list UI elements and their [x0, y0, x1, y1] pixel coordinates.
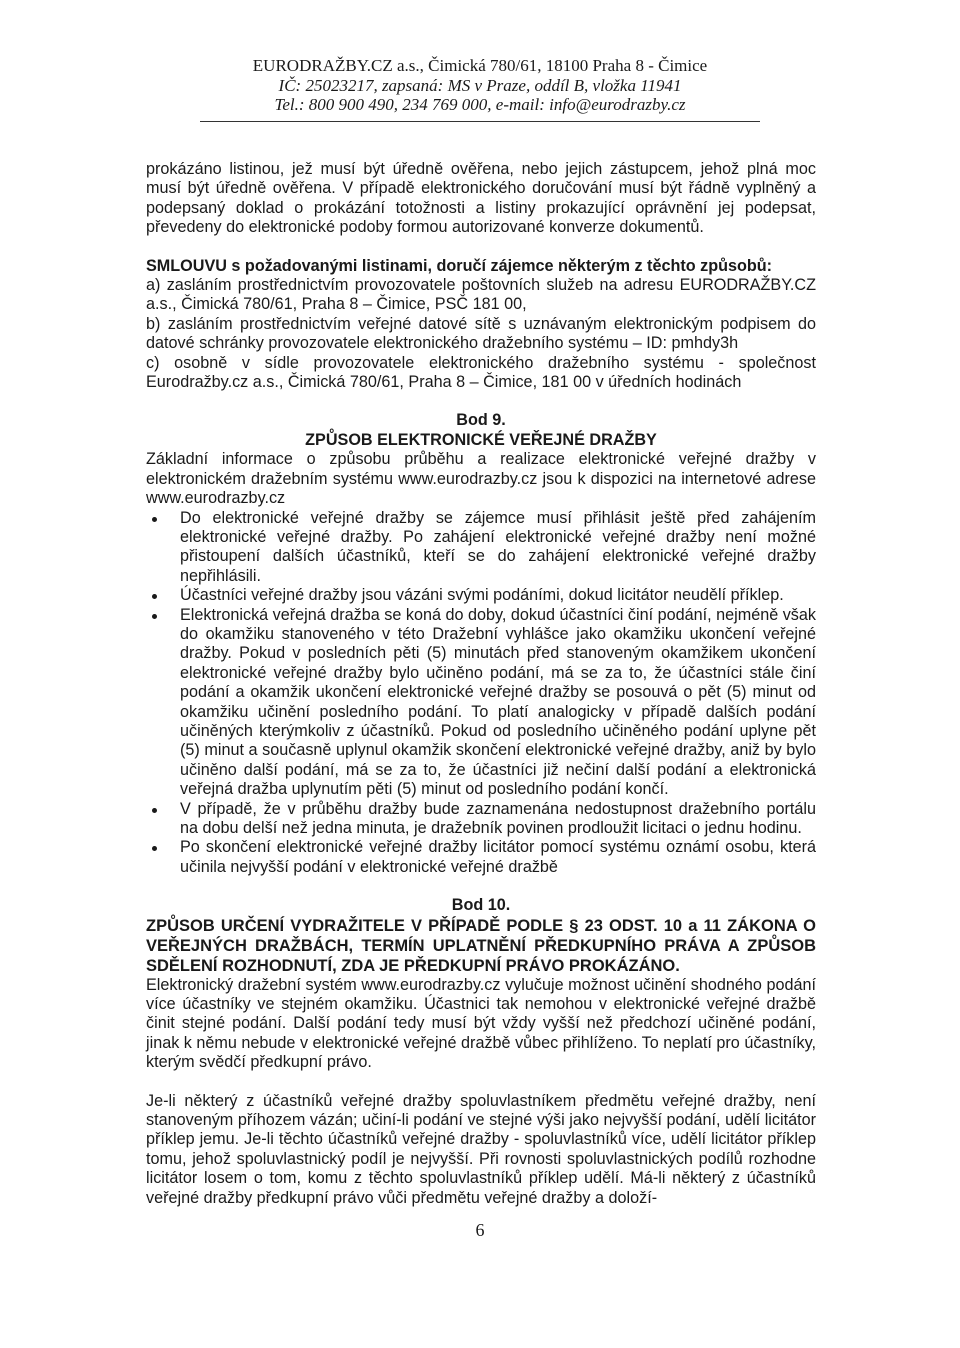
section9-intro: Základní informace o způsobu průběhu a realizace elektronické veřejné dražby v elektronickém dražebním systému www.eurodrazby.cz jsou k dispozici na internetové adrese www.eurodrazby.cz: [146, 450, 816, 508]
bullet-icon: [152, 594, 157, 599]
section10-title: ZPŮSOB URČENÍ VYDRAŽITELE V PŘÍPADĚ PODLE § 23 ODST. 10 a 11 ZÁKONA O VEŘEJNÝCH DRAŽBÁCH, TERMÍN UPLATNĚNÍ PŘEDKUPNÍHO PRÁVA A ZPŮSOB SDĚLENÍ ROZHODNUTÍ, ZDA JE PŘEDKUPNÍ PRÁVO PROKÁZÁNO.: [146, 916, 816, 975]
bullet-icon: [152, 808, 157, 813]
letterhead: [150, 56, 810, 122]
section10-number: Bod 10.: [451, 896, 511, 915]
list-item: Účastníci veřejné dražby jsou vázáni svými podáními, dokud licitátor neudělí příklep.: [146, 586, 816, 605]
delivery-heading: SMLOUVU s požadovanými listinami, doručí zájemce některým z těchto způsobů:: [146, 256, 773, 275]
company-name-address: EURODRAŽBY.CZ a.s., Čimická 780/61, 18100 Praha 8 - Čimice: [252, 56, 708, 75]
delivery-option-c: c) osobně v sídle provozovatele elektronického dražebního systému - společnost Eurodražby.cz a.s., Čimická 780/61, Praha 8 – Čimice, 181 00 v úředních hodinách: [146, 353, 816, 392]
bullet-icon: [152, 614, 157, 619]
delivery-option-a: a) zasláním prostřednictvím provozovatele poštovních služeb na adresu EURODRAŽBY.CZ a.s., Čimická 780/61, Praha 8 – Čimice, PSČ 181 00,: [146, 276, 816, 314]
delivery-option-b: b) zasláním prostřednictvím veřejné datové sítě s uznávaným elektronickým podpisem do datové schránky provozovatele elektronického dražebního systému – ID: pmhdy3h: [146, 314, 816, 353]
section9-number: Bod 9.: [456, 411, 506, 430]
list-item: V případě, že v průběhu dražby bude zaznamenána nedostupnost dražebního portálu na dobu delší než jedna minuta, je dražebník povinen prodloužit licitaci o jednu hodinu.: [146, 800, 816, 839]
list-item: Po skončení elektronické veřejné dražby licitátor pomocí systému oznámí osobu, která učinila nejvyšší podání v elektronické veřejné dražbě: [146, 838, 816, 877]
section10-paragraph-2: Je-li některý z účastníků veřejné dražby spoluvlastníkem předmětu veřejné dražby, není stanoveným příhozem vázán; učiní-li podání ve stejné výši jako nejvyšší podání, udělí licitátor příklep jemu. Je-li těchto účastníků veřejné dražby - spoluvlastníků více, udělí licitátor příklep tomu, jehož spoluvlastnický podíl je nejvyšší. Při rovnosti spoluvlastnických podílů rozhodne licitátor losem o tom, komu z těchto spoluvlastníků příklep udělí. Má-li některý z účastníků veřejné dražby předkupní právo vůči předmětu veřejné dražby a doloží-: [146, 1091, 816, 1207]
document-body: [146, 160, 816, 1208]
bullet-icon: [152, 846, 157, 851]
intro-paragraph: prokázáno listinou, jež musí být úředně ověřena, nebo jejich zástupcem, jehož plná moc musí být úředně ověřena. V případě elektronického doručování musí být řádně vyplněný a podepsaný doklad o prokázání totožnosti a listiny prokazující oprávnění jej podepsat, převedeny do elektronické podoby formou autorizované konverze dokumentů.: [146, 160, 816, 237]
company-contact: Tel.: 800 900 490, 234 769 000, e-mail: info@eurodrazby.cz: [274, 95, 686, 114]
section10-paragraph-1: Elektronický dražební systém www.eurodrazby.cz vylučuje možnost učinění shodného podání více účastníky ve stejném okamžiku. Účastnici tak nemohou v elektronické veřejné dražbě činit stejné podání. Další podání tedy musí být vždy vyšší než předchozí učiněné podání, jinak k němu nebude v elektronické veřejné dražbě vůbec přihlíženo. To neplatí pro účastníky, kterým svědčí předkupní právo.: [146, 975, 816, 1072]
list-item: Elektronická veřejná dražba se koná do doby, dokud účastníci činí podání, nejméně však do okamžiku stanoveného v této Dražební vyhlášce jako okamžiku ukončení veřejné dražby. Pokud v posledních pěti (5) minutách před stanoveným okamžikem ukončení elektronické veřejné dražby bylo učiněno podání, má se za to, že účastníci stále činí podání a okamžik ukončení elektronické veřejné dražby se posouvá o pět (5) minut od okamžiku učinění posledního podání. To platí analogicky v případě dalších podání učiněných kterýmkoliv z účastníků. Pokud od posledního učiněného podání uplyne pět (5) minut a současně uplynul okamžik skončení elektronické veřejné dražby, aniž by bylo učiněno další podání, má se za to, že účastníci již nečiní další podání a elektronická veřejná dražba uplynutím pěti (5) minut od posledního podání končí.: [146, 606, 816, 800]
company-registration: IČ: 25023217, zapsaná: MS v Praze, oddíl B, vložka 11941: [278, 75, 682, 95]
bullet-icon: [152, 517, 157, 522]
section9-title: ZPŮSOB ELEKTRONICKÉ VEŘEJNÉ DRAŽBY: [305, 430, 657, 449]
letterhead-rule: [200, 121, 760, 122]
section9-bullet-list: [146, 509, 816, 878]
page-number: 6: [475, 1220, 485, 1240]
list-item: Do elektronické veřejné dražby se zájemce musí přihlásit ještě před zahájením elektronické veřejné dražby. Po zahájení elektronické veřejné dražby není možné přistoupení dalších účastníků, kteří se do zahájení elektronické veřejné dražby nepřihlásili.: [146, 509, 816, 587]
